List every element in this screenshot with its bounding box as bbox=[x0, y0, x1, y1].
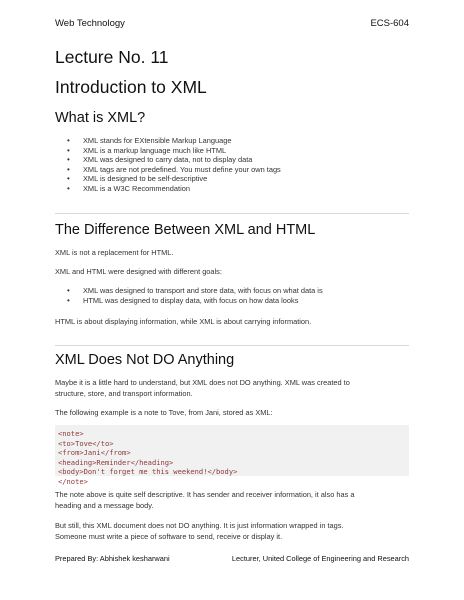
section-divider bbox=[55, 213, 409, 214]
nothing-paragraph-3-line-2: heading and a message body. bbox=[55, 501, 154, 510]
list-item: • XML tags are not predefined. You must define your own tags bbox=[67, 164, 281, 174]
list-item: • XML was designed to transport and store data, with focus on what data is bbox=[67, 286, 323, 295]
intro-title: Introduction to XML bbox=[55, 77, 207, 97]
difference-list bbox=[55, 286, 323, 305]
code-line: <body>Don't forget me this weekend!</body> bbox=[58, 467, 238, 477]
list-item: • XML is designed to be self-descriptive bbox=[67, 174, 208, 184]
section-divider bbox=[55, 345, 409, 346]
lecture-title: Lecture No. 11 bbox=[55, 47, 169, 67]
does-not-do-anything-heading: XML Does Not DO Anything bbox=[55, 352, 235, 368]
footer-author: Prepared By: Abhishek kesharwani bbox=[55, 554, 170, 563]
code-line: <heading>Reminder</heading> bbox=[58, 457, 174, 467]
difference-paragraph-2: XML and HTML were designed with different goals: bbox=[55, 267, 222, 276]
code-line: <from>Jani</from> bbox=[58, 448, 131, 458]
nothing-paragraph-4-line-1: But still, this XML document does not DO anything. It is just information wrapped in tags. bbox=[55, 521, 344, 530]
list-item: • XML is a W3C Recommendation bbox=[67, 183, 190, 193]
code-line: <to>Tove</to> bbox=[58, 438, 114, 448]
difference-heading: The Difference Between XML and HTML bbox=[55, 222, 316, 238]
header-course-code: ECS-604 bbox=[370, 18, 409, 29]
code-line: </note> bbox=[58, 476, 88, 486]
nothing-paragraph-3-line-1: The note above is quite self descriptive. It has sender and receiver information, it also has a bbox=[55, 490, 355, 499]
difference-paragraph-3: HTML is about displaying information, while XML is about carrying information. bbox=[55, 317, 312, 326]
nothing-paragraph-1-line-1: Maybe it is a little hard to understand, but XML does not DO anything. XML was created to bbox=[55, 378, 350, 387]
nothing-paragraph-1-line-2: structure, store, and transport information. bbox=[55, 389, 193, 398]
footer-affiliation: Lecturer, United College of Engineering and Research bbox=[231, 554, 409, 563]
list-item: • XML stands for EXtensible Markup Language bbox=[67, 136, 232, 145]
code-line: <note> bbox=[58, 429, 84, 438]
list-item: • XML was designed to carry data, not to display data bbox=[67, 155, 253, 165]
what-is-xml-heading: What is XML? bbox=[55, 110, 146, 126]
what-is-xml-list bbox=[55, 136, 281, 194]
xml-code-block bbox=[55, 425, 409, 486]
nothing-paragraph-2: The following example is a note to Tove, from Jani, stored as XML: bbox=[55, 408, 273, 417]
list-item: • XML is a markup language much like HTML bbox=[67, 145, 227, 155]
nothing-paragraph-4-line-2: Someone must write a piece of software to send, receive or display it. bbox=[55, 532, 283, 541]
difference-paragraph-1: XML is not a replacement for HTML. bbox=[55, 248, 174, 257]
list-item: • HTML was designed to display data, with focus on how data looks bbox=[67, 295, 299, 305]
header-course-name: Web Technology bbox=[55, 18, 125, 29]
